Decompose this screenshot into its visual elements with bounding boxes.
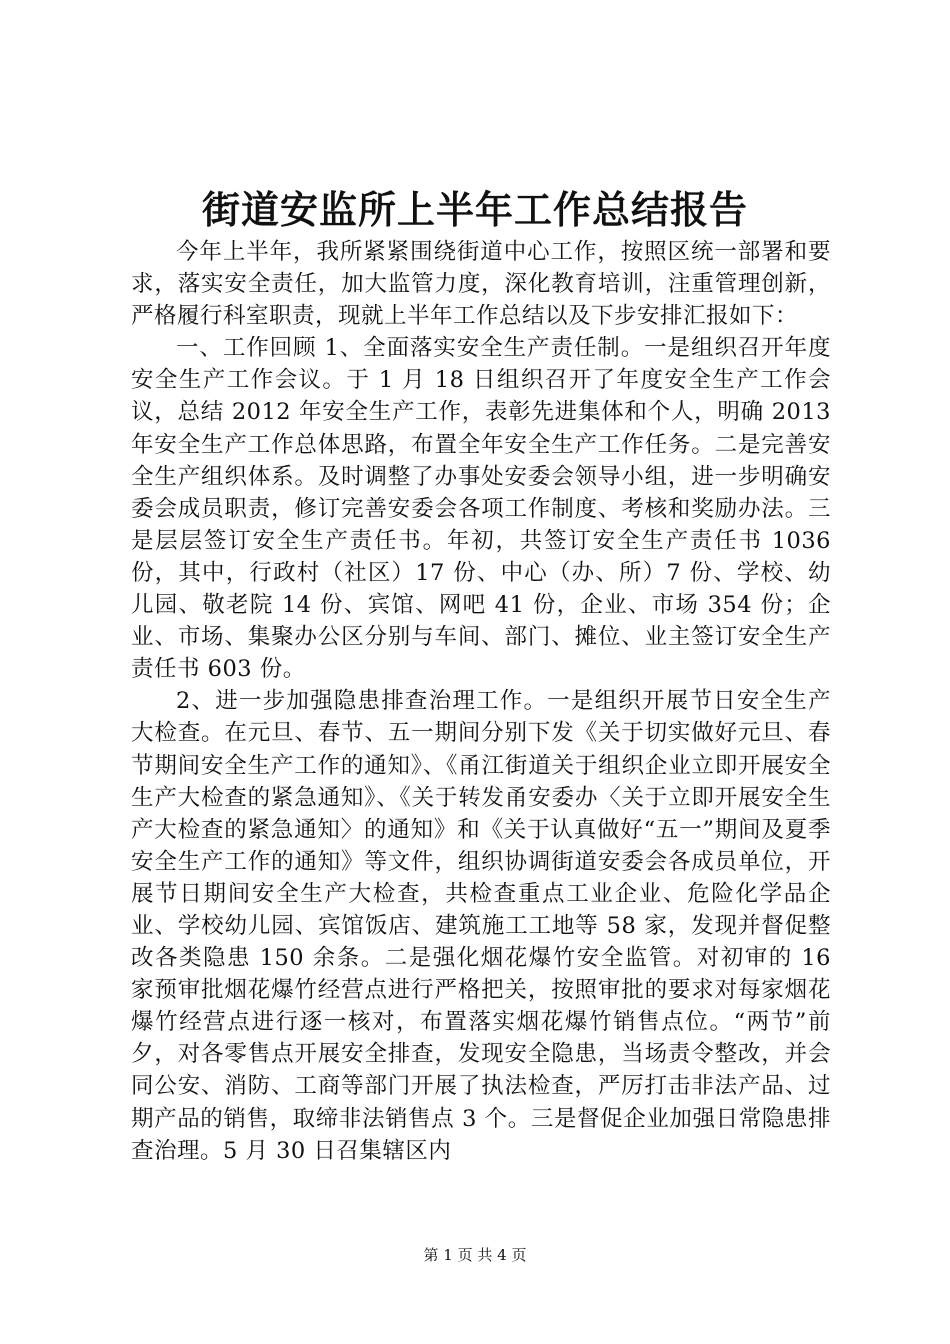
document-title: 街道安监所上半年工作总结报告 [201,187,748,232]
page-footer: 第 1 页 共 4 页 [423,1246,527,1264]
paragraph-hazard-inspection: 2、进一步加强隐患排查治理工作。一是组织开展节日安全生产大检查。在元旦、春节、五一期间分别下发《关于切实做好元旦、春节期间安全生产工作的通知》、《甬江街道关于组织企业立即开展安全生产大检查的紧急通知》、《关于转发甬安委办〈关于立即开展安全生产大检查的紧急通知〉的通知》和《关于认真做好“五一”期间及夏季安全生产工作的通知》等文件，组织协调街道安委会各成员单位，开展节日期间安全生产大检查，共检查重点工业企业、危险化学品企业、学校幼儿园、宾馆饭店、建筑施工工地等 58 家，发现并督促整改各类隐患 150 余条。二是强化烟花爆竹安全监管。对初审的 16 家预审批烟花爆竹经营点进行严格把关，按照审批的要求对每家烟花爆竹经营点进行逐一核对，布置落实烟花爆竹销售点位。“两节”前夕，对各零售点开展安全排查，发现安全隐患，当场责令整改，并会同公安、消防、工商等部门开展了执法检查，严厉打击非法产品、过期产品的销售，取缔非法销售点 3 个。三是督促企业加强日常隐患排查治理。5 月 30 日召集辖区内 [131,688,831,1164]
paragraph-work-review: 一、工作回顾 1、全面落实安全生产责任制。一是组织召开年度安全生产工作会议。于 1 月 18 日组织召开了年度安全生产工作会议，总结 2012 年安全生产工作，表彰先进集体和个人，明确 2013 年安全生产工作总体思路，布置全年安全生产工作任务。二是完善安全生产组织体系。及时调整了办事处安委会领导小组，进一步明确安委会成员职责，修订完善安委会各项工作制度、考核和奖励办法。三是层层签订安全生产责任书。年初，共签订安全生产责任书 1036 份，其中，行政村（社区）17 份、中心（办、所）7 份、学校、幼儿园、敬老院 14 份、宾馆、网吧 41 份，企业、市场 354 份；企业、市场、集聚办公区分别与车间、部门、摊位、业主签订安全生产责任书 603 份。 [131,335,831,683]
document-body [131,236,831,1167]
paragraph-intro: 今年上半年，我所紧紧围绕街道中心工作，按照区统一部署和要求，落实安全责任，加大监管力度，深化教育培训，注重管理创新，严格履行科室职责，现就上半年工作总结以及下步安排汇报如下： [131,239,831,330]
